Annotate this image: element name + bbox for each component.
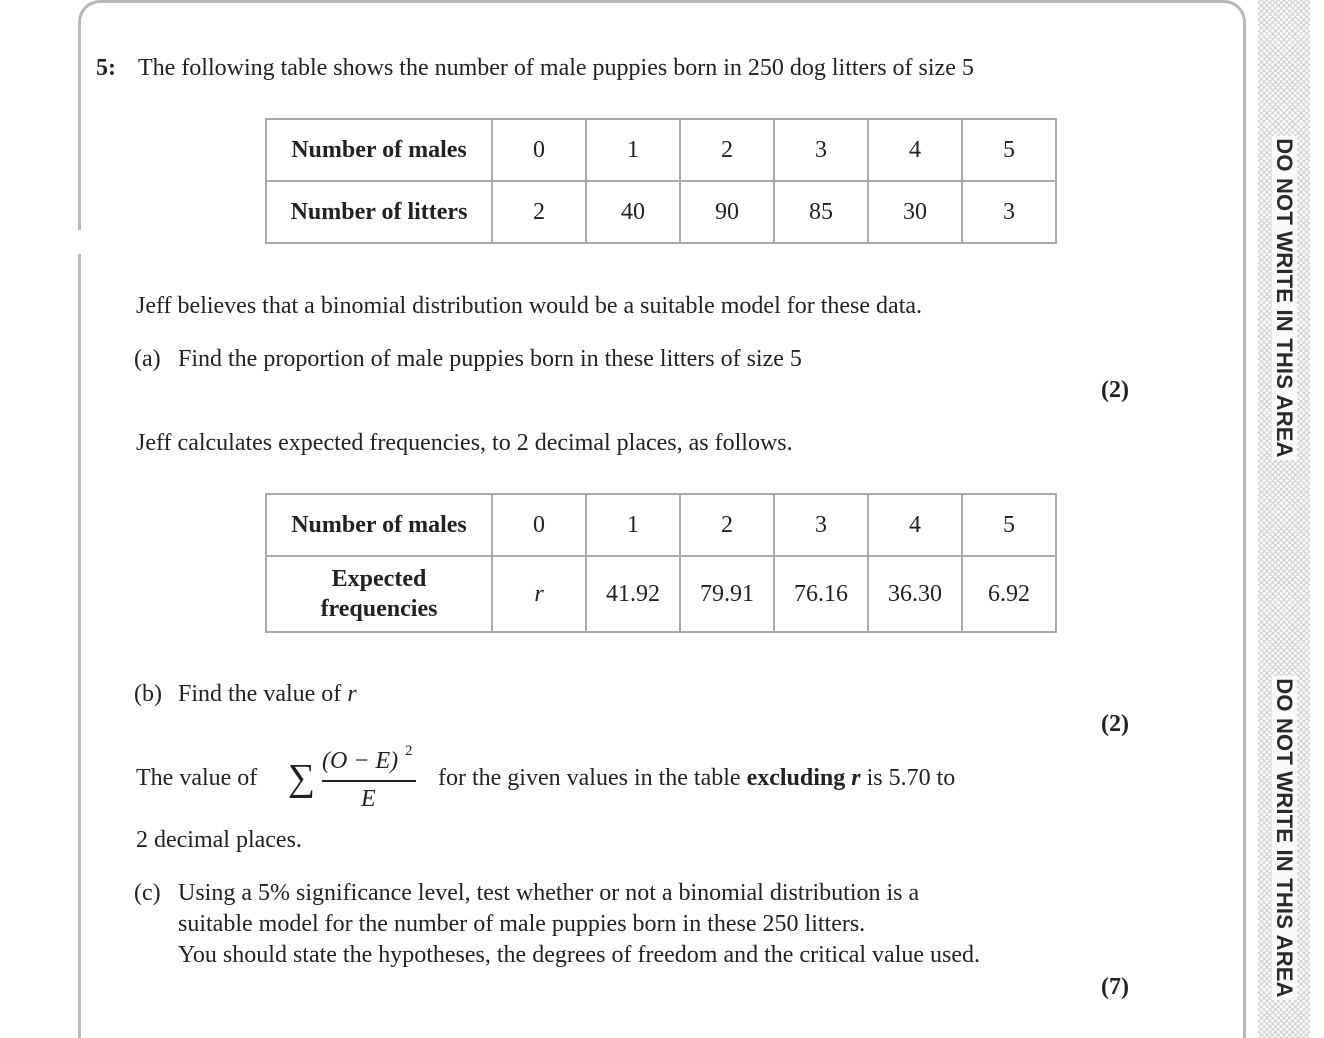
table-cell: 2 (680, 119, 774, 181)
table-cell: 4 (868, 119, 962, 181)
table-cell: 40 (586, 181, 680, 243)
table-cell: 5 (962, 494, 1056, 556)
part-b-marks: (2) (1101, 711, 1129, 737)
table-row (266, 556, 1056, 632)
litters-table (265, 118, 1057, 244)
table-header: Number of litters (266, 181, 492, 243)
statement-excluding: excluding (746, 765, 846, 791)
table-cell: 3 (962, 181, 1056, 243)
table-cell: 4 (868, 494, 962, 556)
question-intro: The following table shows the number of male puppies born in 250 dog litters of size 5 (138, 55, 974, 81)
statement-suffix: is 5.70 to (866, 765, 956, 791)
fraction-bar (322, 780, 416, 782)
part-b-text (178, 680, 357, 709)
table-header: Number of males (266, 119, 492, 181)
answer-area-border (78, 0, 1246, 40)
part-b-label: (b) (134, 681, 162, 707)
statement-prefix: The value of (136, 765, 258, 791)
fraction-denominator: E (361, 786, 376, 812)
table-row (266, 494, 1056, 556)
part-b-text-body: Find the value of (178, 681, 348, 707)
table-cell: 36.30 (868, 556, 962, 632)
question-number: 5: (96, 55, 116, 81)
table-header-line: Expected (331, 566, 427, 592)
table-cell: 79.91 (680, 556, 774, 632)
table-cell: 0 (492, 119, 586, 181)
margin-warning-bottom: DO NOT WRITE IN THIS AREA (1272, 678, 1297, 998)
table-cell: 85 (774, 181, 868, 243)
table-cell: 6.92 (962, 556, 1056, 632)
table-row (266, 119, 1056, 181)
margin-warning-top: DO NOT WRITE IN THIS AREA (1272, 138, 1297, 458)
table-cell: 30 (868, 181, 962, 243)
table-header: Number of males (266, 494, 492, 556)
table-cell: 2 (492, 181, 586, 243)
table-cell: 5 (962, 119, 1056, 181)
part-a-label: (a) (134, 346, 161, 372)
part-b-variable: r (347, 681, 357, 707)
answer-area-left-edge (78, 30, 81, 230)
sigma-symbol: ∑ (288, 757, 316, 799)
part-a-text: Find the proportion of male puppies born in these litters of size 5 (178, 346, 802, 372)
table-cell: 2 (680, 494, 774, 556)
part-c-line3: You should state the hypotheses, the degrees of freedom and the critical value used. (178, 942, 981, 968)
statement-line2: 2 decimal places. (136, 827, 302, 853)
answer-area-left-edge (78, 254, 81, 1038)
fraction-numerator: (O − E) (322, 748, 399, 774)
table-header (266, 556, 492, 632)
table-header-line: frequencies (320, 596, 438, 622)
table-cell: 0 (492, 494, 586, 556)
part-a-marks: (2) (1101, 377, 1129, 403)
table-cell: 1 (586, 494, 680, 556)
table-row (266, 181, 1056, 243)
table-cell: 90 (680, 181, 774, 243)
statement-text (438, 764, 955, 793)
paragraph-binomial-belief: Jeff believes that a binomial distribution would be a suitable model for these data. (136, 293, 923, 319)
table-cell: 3 (774, 494, 868, 556)
paragraph-expected-frequencies: Jeff calculates expected frequencies, to 2 decimal places, as follows. (136, 430, 793, 456)
part-c-line1: Using a 5% significance level, test whether or not a binomial distribution is a (178, 880, 920, 906)
statement-middle: for the given values in the table (438, 765, 741, 791)
part-c-label: (c) (134, 880, 161, 906)
table-cell: 3 (774, 119, 868, 181)
table-cell: 41.92 (586, 556, 680, 632)
part-c-line2: suitable model for the number of male puppies born in these 250 litters. (178, 911, 866, 937)
table-cell: 76.16 (774, 556, 868, 632)
statement-variable: r (851, 765, 861, 791)
part-c-marks: (7) (1101, 974, 1129, 1000)
table-cell: r (492, 556, 586, 632)
expected-frequencies-table (265, 493, 1057, 633)
answer-area-right-edge (1243, 30, 1246, 1038)
fraction-exponent: 2 (405, 743, 413, 759)
table-cell: 1 (586, 119, 680, 181)
